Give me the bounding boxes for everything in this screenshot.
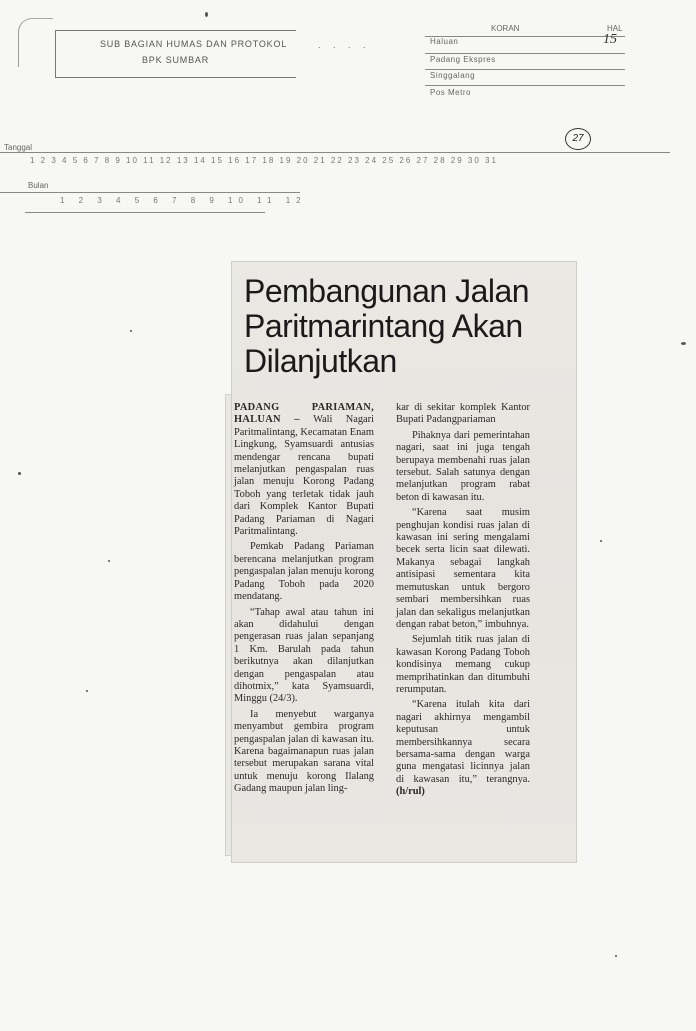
koran-label: KORAN — [491, 24, 520, 33]
form-dots: . . . . — [318, 40, 371, 50]
scan-speck — [205, 12, 208, 17]
circled-date: 27 — [565, 128, 591, 150]
bulan-line — [0, 192, 300, 193]
article-column-left — [234, 402, 374, 799]
bulan-underline — [25, 212, 265, 213]
bulan-label: Bulan — [28, 181, 49, 190]
scan-speck — [600, 540, 602, 542]
article-paragraph — [234, 402, 374, 538]
newspaper-padang-ekspres: Padang Ekspres — [430, 55, 496, 64]
scan-speck — [130, 330, 132, 332]
organization-name: SUB BAGIAN HUMAS DAN PROTOKOL — [100, 39, 288, 49]
newspaper-pos-metro: Pos Metro — [430, 88, 471, 97]
paragraph-text: “Karena itulah kita dari nagari akhirnya mengambil keputusan untuk membersihkannya secara bersama-sama dengan warga guna mengatasi licinnya jalan di kawasan itu,” terangnya. — [396, 699, 530, 785]
institution-seal — [18, 18, 53, 67]
tanggal-numbers: 1 2 3 4 5 6 7 8 9 10 11 12 13 14 15 16 17 18 19 20 21 22 23 24 25 26 27 28 29 30 31 — [30, 156, 498, 165]
scan-speck — [86, 690, 88, 692]
scan-speck — [681, 342, 686, 345]
article-dateline: PADANG PARIAMAN, HALUAN – — [234, 402, 374, 426]
article-paragraph: “Karena saat musim penghujan kondisi ruas jalan di kawasan ini sering mengalami becek serta licin saat dilewati. Makanya sebagai langkah antisipasi sementara kita memutuskan untuk bergoro sembari membersihkan ruas jalan dan sekaligus melanjutkan dengan rabat beton,” imbuhnya. — [396, 507, 530, 630]
newspaper-singgalang: Singgalang — [430, 71, 476, 80]
tanggal-line — [0, 152, 670, 153]
article-paragraph: Pemkab Padang Pariaman berencana melanjutkan program pengaspalan jalan menuju korong Padang Toboh pada 2020 mendatang. — [234, 541, 374, 603]
headline-line-3: Dilanjutkan — [244, 343, 397, 379]
article-paragraph: Pihaknya dari pemerintahan nagari, saat ini juga tengah berupaya membenahi ruas jalan tersebut. Salah satunya dengan melanjutkan program rabat beton di kawasan itu. — [396, 429, 530, 503]
organization-unit: BPK SUMBAR — [142, 55, 210, 65]
article-paragraph: kar di sekitar komplek Kantor Bupati Padangpariaman — [396, 402, 530, 426]
tanggal-label: Tanggal — [4, 143, 33, 152]
article-column-right — [396, 402, 530, 802]
article-paragraph: Ia menyebut warganya menyambut gembira program pengaspalan jalan di kawasan itu. Karena bagaimanapun ruas jalan tersebut merupakan sarana vital untuk menuju korong Ilalang Gadang maupun jalan ling- — [234, 708, 374, 795]
organization-box — [55, 30, 296, 78]
page-number: 15 — [603, 32, 617, 47]
hal-label: HAL — [607, 24, 623, 33]
headline-line-2: Paritmarintang Akan — [244, 308, 523, 344]
headline-line-1: Pembangunan Jalan — [244, 273, 530, 309]
newspaper-source-box — [425, 24, 625, 102]
article-paragraph — [396, 699, 530, 798]
scan-speck — [615, 955, 617, 957]
bulan-numbers: 1 2 3 4 5 6 7 8 9 10 11 12 — [60, 196, 307, 205]
paragraph-text: Wali Nagari Paritmalintang, Kecamatan Enam Lingkung, Syamsuardi antusias mendengar rencana bupati melanjutkan pengaspalan ruas jalan menuju Korong Padang Toboh yang terletak tidak jauh dari Komplek Kantor Bupati Padang Pariaman di Nagari Paritmalintang. — [234, 414, 374, 538]
newspaper-haluan: Haluan — [430, 37, 459, 46]
article-signature: (h/rul) — [396, 786, 425, 798]
scan-speck — [18, 472, 21, 475]
article-paragraph: “Tahap awal atau tahun ini akan didahului dengan pengerasan ruas jalan sepanjang 1 Km. Barulah pada tahun berikutnya akan dilanjutkan dengan pengaspalan atau dihotmix,” kata Syamsuardi, Minggu (24/3). — [234, 606, 374, 705]
article-headline — [244, 274, 566, 379]
scan-speck — [108, 560, 110, 562]
article-paragraph: Sejumlah titik ruas jalan di kawasan Korong Padang Toboh kondisinya memang cukup memprihatinkan dan ditumbuhi rerumputan. — [396, 634, 530, 695]
